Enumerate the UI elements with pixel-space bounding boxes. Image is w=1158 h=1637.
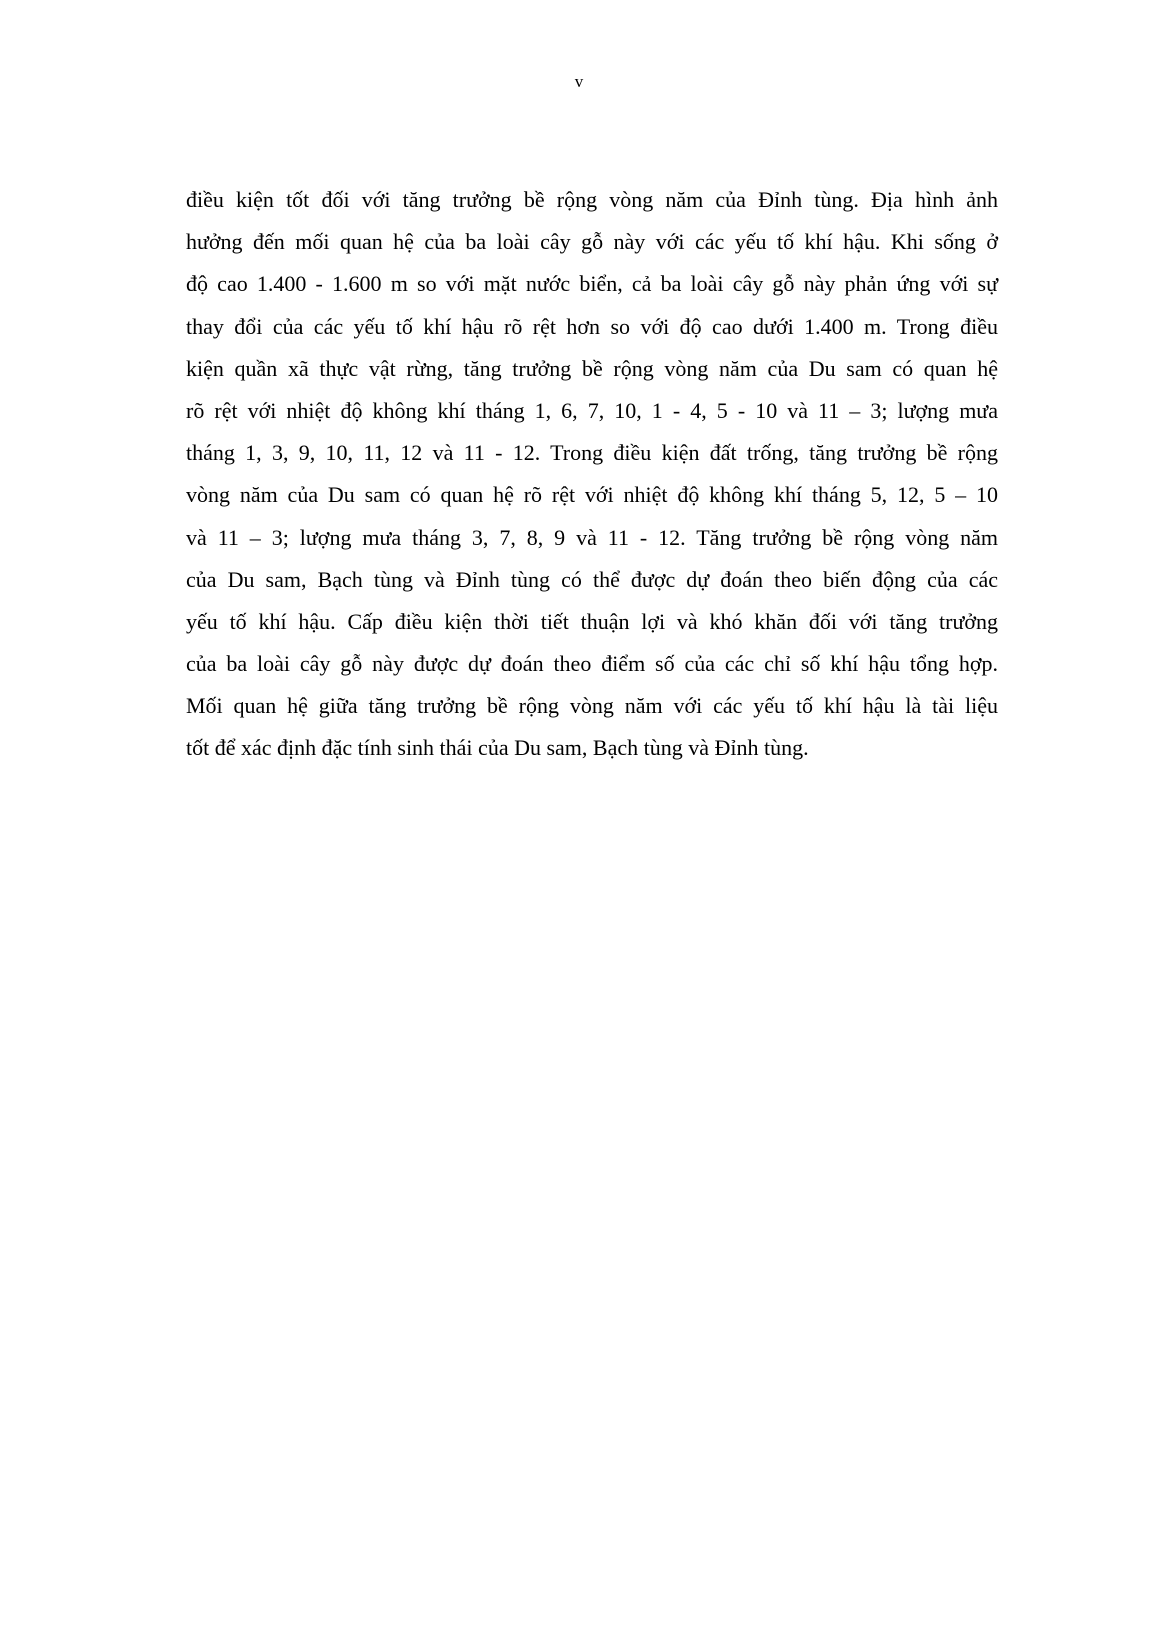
paragraph-line: của ba loài cây gỗ này được dự đoán theo điểm số của các chỉ số khí hậu tổng hợp. — [186, 651, 998, 677]
paragraph-line: tốt để xác định đặc tính sinh thái của Du sam, Bạch tùng và Đỉnh tùng. — [186, 735, 809, 761]
paragraph-line: và 11 – 3; lượng mưa tháng 3, 7, 8, 9 và 11 - 12. Tăng trưởng bề rộng vòng năm — [186, 524, 998, 550]
paragraph-line: hưởng đến mối quan hệ của ba loài cây gỗ này với các yếu tố khí hậu. Khi sống ở — [186, 229, 998, 255]
paragraph-line: của Du sam, Bạch tùng và Đỉnh tùng có thể được dự đoán theo biến động của các — [186, 566, 998, 592]
body-paragraph — [186, 182, 998, 773]
page-number: v — [574, 72, 584, 91]
paragraph-line: Mối quan hệ giữa tăng trưởng bề rộng vòng năm với các yếu tố khí hậu là tài liệu — [186, 693, 998, 719]
paragraph-line: thay đổi của các yếu tố khí hậu rõ rệt hơn so với độ cao dưới 1.400 m. Trong điều — [186, 313, 998, 339]
paragraph-line: yếu tố khí hậu. Cấp điều kiện thời tiết thuận lợi và khó khăn đối với tăng trưởng — [186, 608, 998, 634]
paragraph-line: vòng năm của Du sam có quan hệ rõ rệt với nhiệt độ không khí tháng 5, 12, 5 – 10 — [186, 482, 998, 508]
paragraph-line: tháng 1, 3, 9, 10, 11, 12 và 11 - 12. Trong điều kiện đất trống, tăng trưởng bề rộng — [186, 440, 998, 466]
paragraph-line: độ cao 1.400 - 1.600 m so với mặt nước biển, cả ba loài cây gỗ này phản ứng với sự — [186, 271, 998, 297]
paragraph-line: kiện quần xã thực vật rừng, tăng trưởng bề rộng vòng năm của Du sam có quan hệ — [186, 355, 998, 381]
paragraph-line: điều kiện tốt đối với tăng trưởng bề rộng vòng năm của Đỉnh tùng. Địa hình ảnh — [186, 187, 998, 212]
paragraph-line: rõ rệt với nhiệt độ không khí tháng 1, 6, 7, 10, 1 - 4, 5 - 10 và 11 – 3; lượng mưa — [186, 397, 998, 423]
